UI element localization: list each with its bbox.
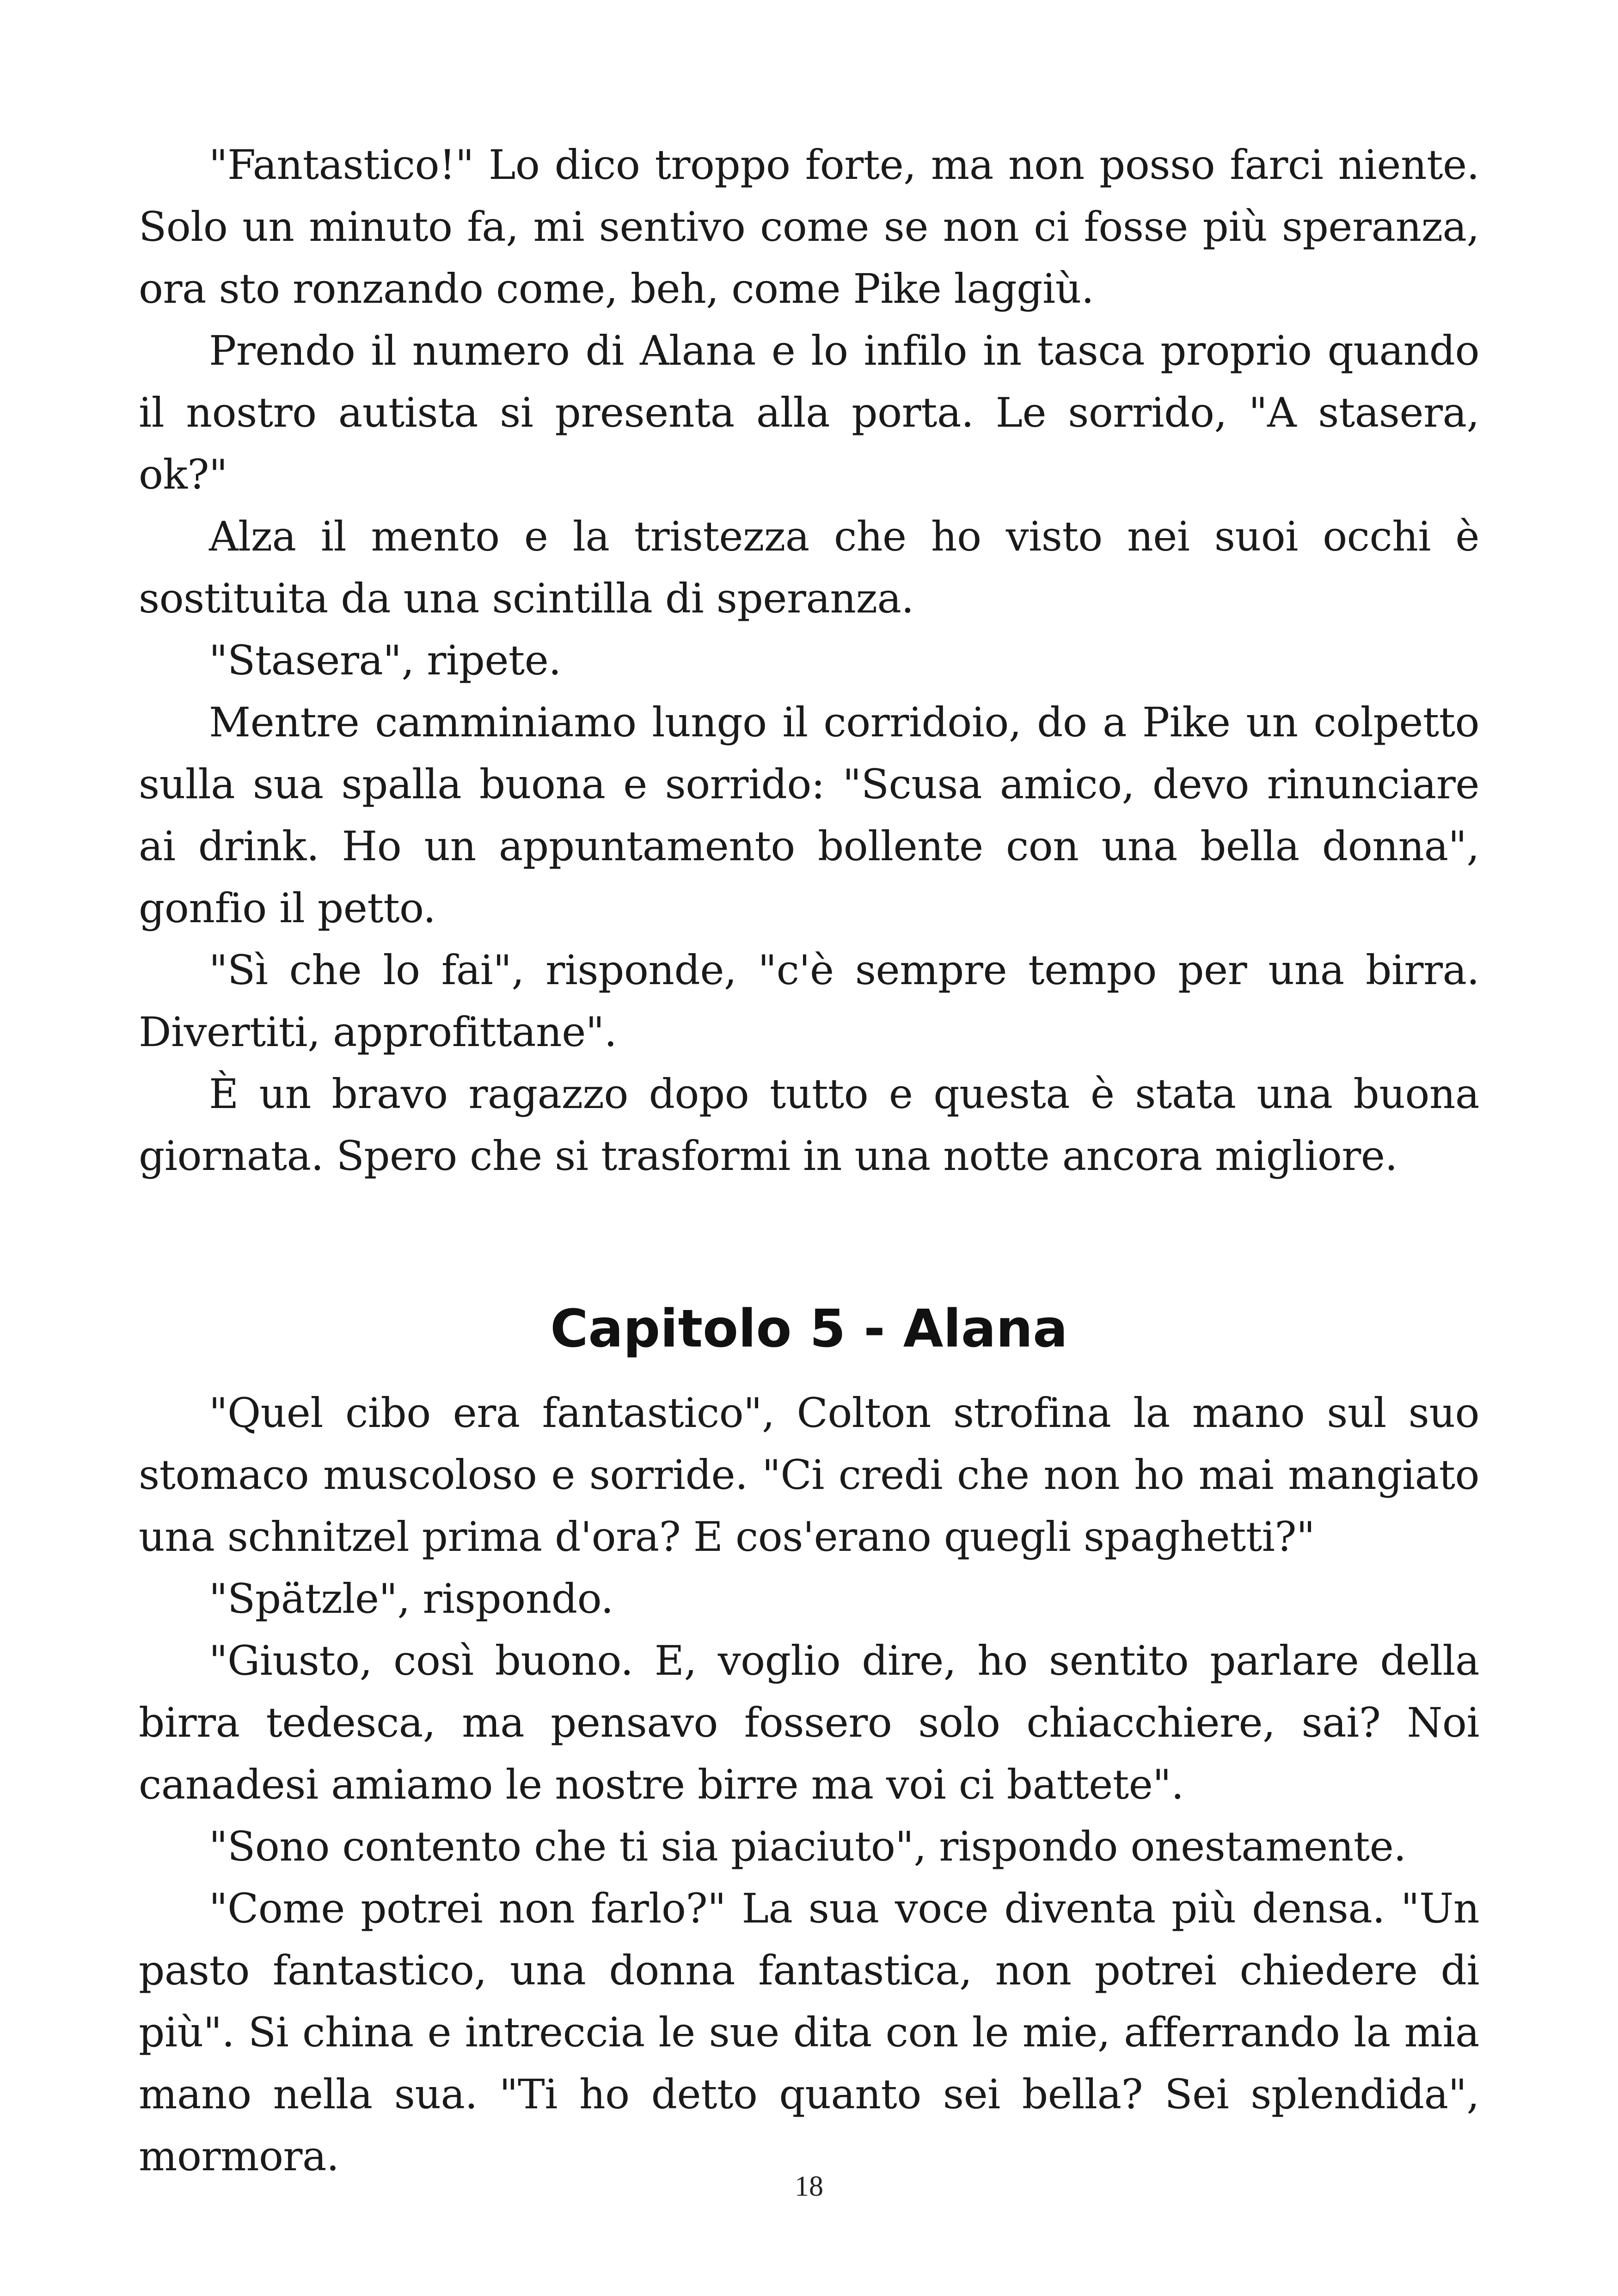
paragraph: "Sono contento che ti sia piaciuto", rispondo onestamente. [209,1823,1406,1870]
chapter-title: Capitolo 5 - Alana [550,1299,1068,1359]
paragraph: "Fantastico!" Lo dico troppo forte, ma non posso farci niente. Solo un minuto fa, mi sentivo come se non ci fosse più speranza, ora sto ronzando come, beh, come Pike laggiù. [139,141,1479,312]
paragraph: Mentre camminiamo lungo il corridoio, do a Pike un colpetto sulla sua spalla buona e sorrido: "Scusa amico, devo rinunciare ai drink. Ho un appuntamento bollente con una bella donna", gonfio il petto. [139,698,1479,932]
paragraph: "Giusto, così buono. E, voglio dire, ho sentito parlare della birra tedesca, ma pensavo fossero solo chiacchiere, sai? Noi canadesi amiamo le nostre birre ma voi ci battete". [139,1637,1479,1808]
page-number: 18 [795,2171,823,2202]
paragraph: Alza il mento e la tristezza che ho visto nei suoi occhi è sostituita da una scintilla di speranza. [139,513,1479,622]
chapter-text [139,1382,1479,2187]
paragraph: Prendo il numero di Alana e lo infilo in tasca proprio quando il nostro autista si presenta alla porta. Le sorrido, "A stasera, ok?" [139,327,1479,498]
paragraph: "Stasera", ripete. [209,637,561,684]
paragraph: "Spätzle", rispondo. [209,1575,614,1623]
section-text [139,134,1479,1187]
paragraph: "Come potrei non farlo?" La sua voce diventa più densa. "Un pasto fantastico, una donna fantastica, non potrei chiedere di più". Si china e intreccia le sue dita con le mie, afferrando la mia mano nella sua. "Ti ho detto quanto sei bella? Sei splendida", mormora. [139,1885,1479,2180]
page-body [139,134,1479,2187]
paragraph: "Sì che lo fai", risponde, "c'è sempre tempo per una birra. Divertiti, approfittane". [139,946,1479,1056]
paragraph: È un bravo ragazzo dopo tutto e questa è stata una buona giornata. Spero che si trasformi in una notte ancora migliore. [139,1070,1479,1180]
paragraph: "Quel cibo era fantastico", Colton strofina la mano sul suo stomaco muscoloso e sorride. "Ci credi che non ho mai mangiato una schnitzel prima d'ora? E cos'erano quegli spaghetti?" [139,1389,1479,1561]
